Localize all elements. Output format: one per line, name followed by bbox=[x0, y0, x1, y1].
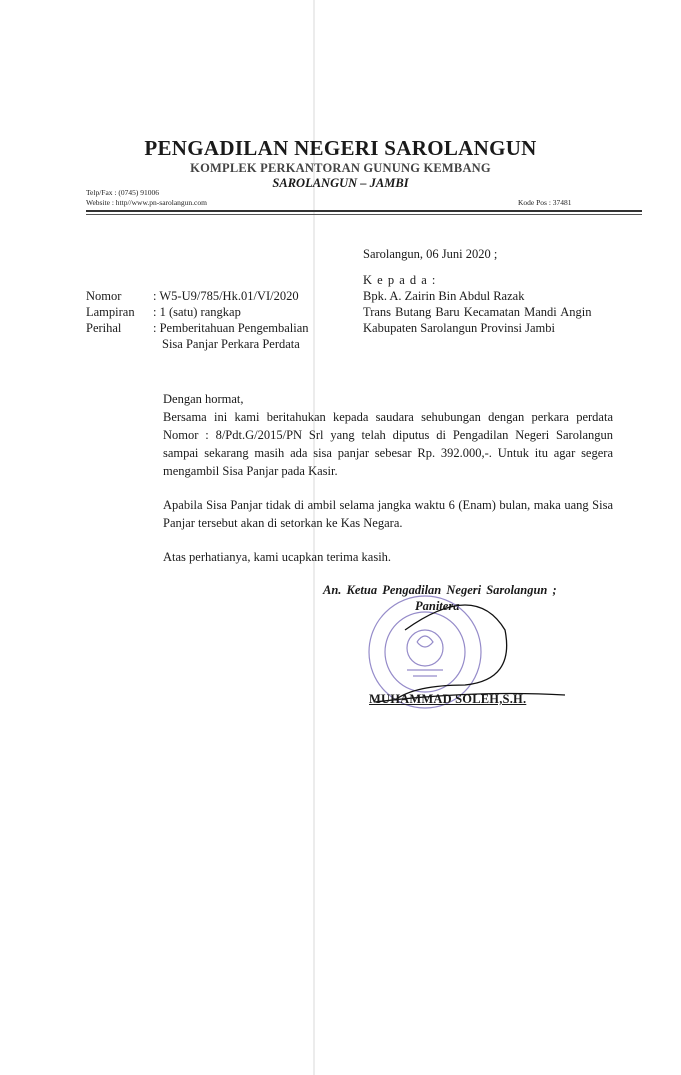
meta-label-nomor: Nomor bbox=[86, 289, 122, 303]
perihal-line-2: Sisa Panjar Perkara Perdata bbox=[162, 337, 300, 351]
signature-on-behalf: An. Ketua Pengadilan Negeri Sarolangun ; bbox=[323, 583, 557, 597]
closing: Atas perhatianya, kami ucapkan terima kasih. bbox=[163, 550, 392, 564]
greeting: Dengan hormat, bbox=[163, 392, 244, 406]
signature-name: MUHAMMAD SOLEH,S.H. bbox=[369, 692, 527, 706]
telp-fax: Telp/Fax : (0745) 91006 bbox=[86, 188, 160, 197]
paragraph-1: Bersama ini kami beritahukan kepada saudara sehubungan dengan perkara perdata Nomor : 8/Pdt.G/2015/PN Srl yang telah diputus di Pengadilan Negeri Sarolangun sampai sekarang masih ada sisa panjar sebesar Rp. 392.000,-. Untuk itu agar segera mengambil Sisa Panjar pada Kasir. bbox=[163, 410, 613, 478]
court-complex: KOMPLEK PERKANTORAN GUNUNG KEMBANG bbox=[190, 161, 491, 175]
meta-value-nomor: : W5-U9/785/Hk.01/VI/2020 bbox=[153, 289, 299, 303]
court-name: PENGADILAN NEGERI SAROLANGUN bbox=[144, 136, 537, 160]
paragraph-2: Apabila Sisa Panjar tidak di ambil selama jangka waktu 6 (Enam) bulan, maka uang Sisa Panjar tersebut akan di setorkan ke Kas Negara. bbox=[163, 498, 613, 530]
signature-position: Panitera bbox=[415, 599, 460, 613]
meta-label-lampiran: Lampiran bbox=[86, 305, 135, 319]
header-rule-thin bbox=[86, 214, 642, 215]
website: Website : http//www.pn-sarolangun.com bbox=[86, 198, 207, 207]
meta-value-lampiran: : 1 (satu) rangkap bbox=[153, 305, 241, 319]
place-date: Sarolangun, 06 Juni 2020 ; bbox=[363, 247, 498, 261]
meta-label-perihal: Perihal bbox=[86, 321, 122, 335]
recipient-name: Bpk. A. Zairin Bin Abdul Razak bbox=[363, 289, 525, 303]
court-city: SAROLANGUN – JAMBI bbox=[272, 176, 409, 190]
meta-value-perihal: : Pemberitahuan Pengembalian bbox=[153, 321, 309, 335]
recipient-address-2: Kabupaten Sarolangun Provinsi Jambi bbox=[363, 321, 555, 335]
postal-code: Kode Pos : 37481 bbox=[518, 198, 572, 207]
recipient-address-1: Trans Butang Baru Kecamatan Mandi Angin bbox=[363, 305, 592, 319]
header-rule-thick bbox=[86, 210, 642, 212]
recipient-to: K e p a d a : bbox=[363, 273, 437, 287]
